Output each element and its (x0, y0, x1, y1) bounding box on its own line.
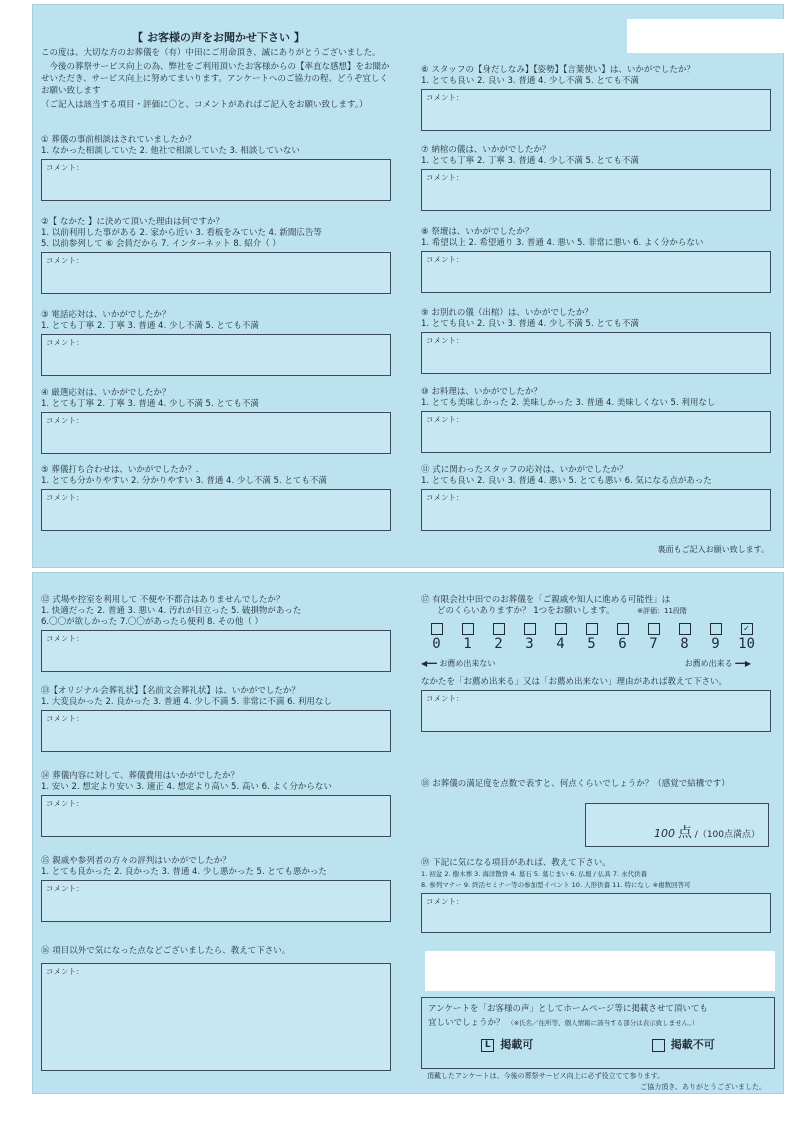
survey-title: 【 お客様の声をお聞かせ下さい 】 (132, 31, 305, 44)
scale-checkbox-9[interactable] (710, 623, 722, 635)
question-5-text: ⑤ 葬儀打ち合わせは、いかがでしたか？. (41, 465, 199, 475)
question-1-text: ① 葬儀の事前相談はされていましたか？ (41, 135, 196, 145)
scale-number-10: 10 (738, 636, 755, 652)
comment-label: コメント： (46, 967, 84, 976)
consent-yes-checkbox[interactable]: L (481, 1039, 494, 1052)
comment-box-13[interactable] (41, 710, 391, 752)
arrow-left-label: ◀━━ お薦め出来ない (421, 659, 496, 668)
question-17-reason: なかたを「お薦め出来る」又は「お薦め出来ない」理由があれば教えて下さい。 (421, 677, 728, 687)
scale-checkbox-8[interactable] (679, 623, 691, 635)
comment-label: コメント： (46, 634, 84, 643)
question-17-note: ※評価：11段階 (637, 607, 687, 615)
comment-box-14[interactable] (41, 795, 391, 837)
comment-label: コメント： (426, 694, 464, 703)
comment-box-15[interactable] (41, 880, 391, 922)
recommend-scale (421, 623, 771, 652)
question-19-options-2[interactable]: 8. 参列マナー 9. 終活セミナー等の参加型イベント 10. 人形供養 11. 特になし ※複数回答可 (421, 881, 691, 889)
survey-sheet-front (32, 4, 784, 568)
scale-number-7: 7 (649, 636, 658, 652)
comment-label: コメント： (426, 93, 464, 102)
score-unit: 点 (677, 825, 692, 841)
front-left-column (41, 5, 396, 502)
redacted-area (627, 19, 785, 53)
scale-number-2: 2 (494, 636, 503, 652)
question-11 (421, 465, 771, 531)
question-2-options-2[interactable]: 5. 以前参列して ⑥ 会員だから 7. インターネット 8. 紹介（ ） (41, 239, 281, 249)
scale-checkbox-4[interactable] (555, 623, 567, 635)
question-13 (41, 686, 391, 752)
question-19 (421, 858, 771, 933)
consent-yes-option[interactable] (481, 1036, 533, 1052)
scale-option-10[interactable] (731, 623, 762, 652)
question-18 (421, 779, 771, 790)
scale-option-8[interactable] (669, 623, 700, 652)
comment-label: コメント： (426, 415, 464, 424)
scale-number-3: 3 (525, 636, 534, 652)
scale-option-6[interactable] (607, 623, 638, 652)
consent-question: アンケートを「お客様の声」としてホームページ等に掲載させて頂いても (428, 1004, 708, 1014)
question-13-options[interactable]: 1. 大変良かった 2. 良かった 3. 普通 4. 少し不満 5. 非常に不満 6. 利用なし (41, 697, 332, 707)
score-input-box[interactable] (585, 803, 769, 847)
not-recommend-label: お薦め出来ない (439, 659, 496, 668)
comment-box-4[interactable] (41, 412, 391, 454)
scale-number-6: 6 (618, 636, 627, 652)
score-value (654, 822, 760, 842)
comment-label: コメント： (46, 416, 84, 425)
question-4 (41, 388, 391, 454)
scale-option-2[interactable] (483, 623, 514, 652)
comment-label: コメント： (46, 799, 84, 808)
question-12-options-2[interactable]: 6.〇〇が欲しかった 7.〇〇があったら便利 8. その他（ ） (41, 617, 264, 627)
scale-number-9: 9 (711, 636, 720, 652)
question-15 (41, 856, 391, 922)
intro-note: （ご記入は該当する項目・評価に〇と、コメントがあればご記入をお願い致します。） (41, 100, 368, 110)
question-8-text: ⑧ 祭壇は、いかがでしたか？ (421, 227, 534, 237)
scale-option-5[interactable] (576, 623, 607, 652)
comment-box-7[interactable] (421, 169, 771, 211)
question-4-options[interactable]: 1. とても丁寧 2. 丁寧 3. 普通 4. 少し不満 5. とても不満 (41, 399, 259, 409)
question-19-text: ⑲ 下記に気になる項目があれば、教えて下さい。 (421, 858, 611, 868)
publish-consent-box (421, 997, 775, 1069)
question-8 (421, 227, 771, 293)
question-3-text: ③ 電話応対は、いかがでしたか？ (41, 310, 171, 320)
consent-question-2: 宜しいでしょうか？ (428, 1018, 505, 1028)
redacted-area (425, 951, 775, 991)
scale-option-0[interactable] (421, 623, 452, 652)
question-17-instruction: どのくらいありますか？ 1つをお願いします。 (437, 606, 615, 616)
question-11-options[interactable]: 1. とても良い 2. 良い 3. 普通 4. 悪い 5. とても悪い 6. 気になる点があった (421, 476, 712, 486)
scale-checkbox-0[interactable] (431, 623, 443, 635)
scale-checkbox-3[interactable] (524, 623, 536, 635)
question-15-options[interactable]: 1. とても良かった 2. 良かった 3. 普通 4. 少し悪かった 5. とても悪かった (41, 867, 327, 877)
consent-yes-label: 掲載可 (500, 1038, 534, 1051)
comment-label: コメント： (426, 255, 464, 264)
consent-note: （※氏名／住所等、個人情報に該当する部分は表示致しません。） (507, 1019, 699, 1027)
question-4-text: ④ 厳選応対は、いかがでしたか？ (41, 388, 171, 398)
consent-no-label: 掲載不可 (670, 1038, 715, 1051)
question-10 (421, 387, 771, 453)
intro-text-2: 今後の葬祭サービス向上の為、弊社をご利用頂いたお客様からの【率直な感想】をお聞かせいただき、サービス向上に努めてまいります。アンケートへのご協力の程、どうぞ宜しくお願い致します (41, 62, 390, 96)
comment-box-19[interactable] (421, 893, 771, 933)
question-8-options[interactable]: 1. 希望以上 2. 希望通り 3. 普通 4. 悪い 5. 非常に悪い 6. よく分からない (421, 238, 704, 248)
comment-box-2[interactable] (41, 252, 391, 294)
comment-box-11[interactable] (421, 489, 771, 531)
comment-label: コメント： (46, 256, 84, 265)
continue-on-back-note: 裏面もご記入お願い致します。 (657, 545, 769, 554)
comment-label: コメント： (426, 493, 464, 502)
closing-note-2: ご協力頂き、ありがとうございました。 (640, 1083, 766, 1091)
scale-number-8: 8 (680, 636, 689, 652)
comment-label: コメント： (426, 173, 464, 182)
consent-no-option[interactable] (652, 1036, 715, 1052)
question-7-options[interactable]: 1. とても丁寧 2. 丁寧 3. 普通 4. 少し不満 5. とても不満 (421, 156, 639, 166)
question-12-options[interactable]: 1. 快適だった 2. 普通 3. 悪い 4. 汚れが目立った 5. 破損物があった (41, 606, 302, 616)
scale-option-4[interactable] (545, 623, 576, 652)
scale-checkbox-2[interactable] (493, 623, 505, 635)
comment-label: コメント： (426, 897, 464, 906)
scale-checkbox-7[interactable] (648, 623, 660, 635)
question-7 (421, 145, 771, 211)
comment-label: コメント： (46, 714, 84, 723)
scale-number-1: 1 (463, 636, 472, 652)
comment-label: コメント： (46, 493, 84, 502)
question-13-text: ⑬【オリジナル会葬礼状】【名前文会葬礼状】は、いかがでしたか？ (41, 686, 300, 696)
scale-number-5: 5 (587, 636, 596, 652)
survey-sheet-back (32, 572, 784, 1094)
scale-checkbox-1[interactable] (462, 623, 474, 635)
question-1-options[interactable]: 1. なかった相談していた 2. 他社で相談していた 3. 相談していない (41, 146, 300, 156)
scale-option-1[interactable] (452, 623, 483, 652)
question-9 (421, 308, 771, 374)
question-16 (41, 946, 391, 1071)
question-11-text: ⑪ 式に関わったスタッフの応対は、いかがでしたか？ (421, 465, 628, 475)
question-5 (41, 465, 391, 531)
consent-options (422, 1036, 774, 1052)
comment-box-10[interactable] (421, 411, 771, 453)
comment-box-5[interactable] (41, 489, 391, 531)
question-17-subtext (421, 606, 771, 617)
intro-text-1: この度は、大切な方のお葬儀を（有）中田にご用命頂き、誠にありがとうございました。 (41, 48, 381, 58)
question-3 (41, 310, 391, 376)
comment-box-1[interactable] (41, 159, 391, 201)
scale-number-4: 4 (556, 636, 565, 652)
recommend-label: お薦め出来る (684, 659, 733, 668)
scale-arrows (421, 658, 751, 669)
comment-label: コメント： (46, 338, 84, 347)
comment-box-16[interactable] (41, 963, 391, 1071)
question-18-text: ⑱ お葬儀の満足度を点数で表すと、何点くらいでしょうか？（感覚で結構です） (421, 779, 730, 789)
question-17-text: ⑰ 有限会社中田でのお葬儀を「ご親戚や知人に進める可能性」は (421, 595, 671, 605)
question-2-text: ②【 なかた 】に決めて頂いた理由は何ですか？ (41, 217, 225, 227)
question-14-text: ⑭ 葬儀内容に対して、葬儀費用はいかがでしたか？ (41, 771, 240, 781)
score-number: 100 (654, 827, 676, 840)
question-14 (41, 771, 391, 837)
question-9-text: ⑨ お別れの儀（出棺）は、いかがでしたか？ (421, 308, 593, 318)
question-12-text: ⑫ 式場や控室を利用して 不便や不都合はありませんでしたか？ (41, 595, 285, 605)
comment-box-3[interactable] (41, 334, 391, 376)
scale-option-9[interactable] (700, 623, 731, 652)
question-17 (421, 595, 771, 732)
consent-question-line2 (422, 1014, 774, 1028)
scale-option-7[interactable] (638, 623, 669, 652)
question-10-text: ⑩ お料理は、いかがでしたか？ (421, 387, 542, 397)
question-14-options[interactable]: 1. 安い 2. 想定より安い 3. 適正 4. 想定より高い 5. 高い 6. よく分からない (41, 782, 332, 792)
question-2-options[interactable]: 1. 以前利用した事がある 2. 家から近い 3. 看板をみていた 4. 新聞広告等 (41, 228, 322, 238)
question-12 (41, 595, 391, 672)
comment-box-6[interactable] (421, 89, 771, 131)
comment-label: コメント： (46, 163, 84, 172)
arrow-right-label: お薦め出来る ━━▶ (684, 659, 751, 668)
comment-box-9[interactable] (421, 332, 771, 374)
question-10-options[interactable]: 1. とても美味しかった 2. 美味しかった 3. 普通 4. 美味しくない 5. 利用なし (421, 398, 716, 408)
score-suffix: /（100点満点） (694, 830, 760, 840)
question-6 (421, 65, 771, 131)
question-6-options[interactable]: 1. とても良い 2. 良い 3. 普通 4. 少し不満 5. とても不満 (421, 76, 639, 86)
consent-no-checkbox[interactable] (652, 1039, 665, 1052)
comment-box-8[interactable] (421, 251, 771, 293)
comment-box-12[interactable] (41, 630, 391, 672)
question-5-options[interactable]: 1. とても分かりやすい 2. 分かりやすい 3. 普通 4. 少し不満 5. とても不満 (41, 476, 327, 486)
scale-option-3[interactable] (514, 623, 545, 652)
question-6-text: ⑥ スタッフの【身だしなみ】【姿勢】【言葉使い】は、いかがでしたか？ (421, 65, 695, 75)
scale-checkbox-10[interactable]: ✓ (741, 623, 753, 635)
comment-label: コメント： (46, 884, 84, 893)
closing-note-1: 頂戴したアンケートは、今後の葬祭サービス向上に必ず役立てて参ります。 (427, 1072, 665, 1080)
comment-box-17[interactable] (421, 690, 771, 732)
question-1 (41, 135, 391, 201)
comment-label: コメント： (426, 336, 464, 345)
question-16-text: ⑯ 項目以外で気になった点などございましたら、教えて下さい。 (41, 946, 291, 956)
question-7-text: ⑦ 納棺の儀は、いかがでしたか？ (421, 145, 551, 155)
question-2 (41, 217, 391, 294)
question-15-text: ⑮ 親戚や参列者の方々の評判はいかがでしたか？ (41, 856, 231, 866)
scale-checkbox-5[interactable] (586, 623, 598, 635)
scale-checkbox-6[interactable] (617, 623, 629, 635)
scale-number-0: 0 (432, 636, 441, 652)
question-3-options[interactable]: 1. とても丁寧 2. 丁寧 3. 普通 4. 少し不満 5. とても不満 (41, 321, 259, 331)
question-19-options[interactable]: 1. 初盆 2. 樹木葬 3. 海洋散骨 4. 墓石 5. 墓じまい 6. 仏壇 / 仏具 7. 永代供養 (421, 870, 648, 878)
question-9-options[interactable]: 1. とても良い 2. 良い 3. 普通 4. 少し不満 5. とても不満 (421, 319, 639, 329)
